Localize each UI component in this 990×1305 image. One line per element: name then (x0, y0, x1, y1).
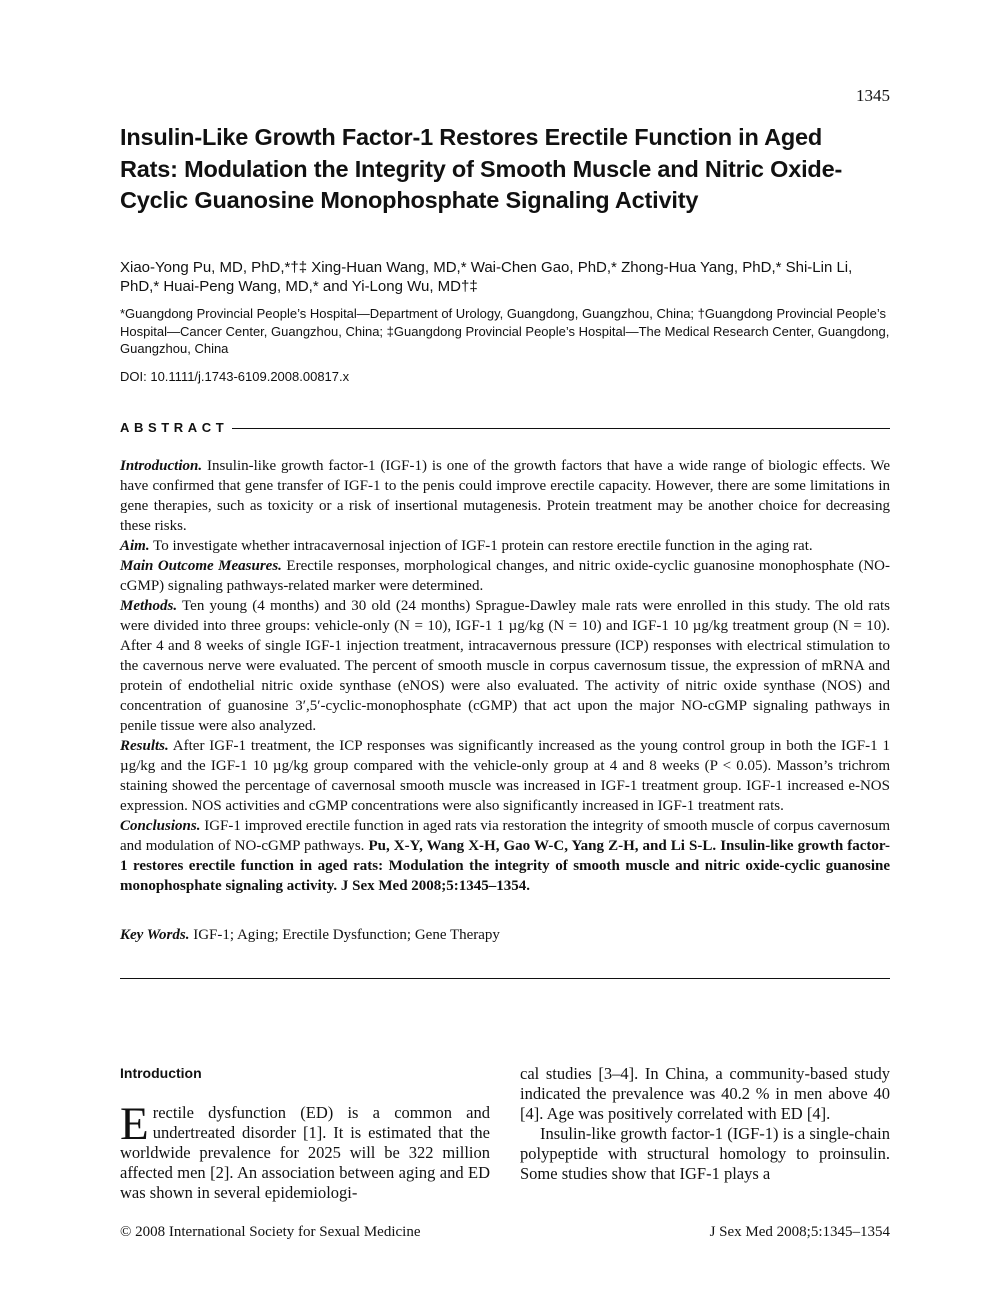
abstract-aim (120, 536, 890, 556)
abstract-conclusions (120, 816, 890, 896)
intro-text: rectile dysfunction (ED) is a common and undertreated disorder [1]. It is estimated that the worldwide prevalence for 2025 will be 322 million affected men [2]. An association between aging and ED was shown in several epidemiologi- (120, 1103, 490, 1202)
section-label: Introduction. (120, 458, 203, 474)
section-text: Ten young (4 months) and 30 old (24 months) Sprague-Dawley male rats were enrolled in this study. The old rats were divided into three groups: vehicle-only (N = 10), IGF-1 1 µg/kg (N = 10) and IGF-1 10 µg/kg treatment group (N = 10). After 4 and 8 weeks of single IGF-1 injection treatment, intracavernous pressure (ICP) responses with electrical stimulation to the cavernous nerve were evaluated. The percent of smooth muscle in corpus cavernosum tissue, the expression of mRNA and protein of endothelial nitric oxide synthase (eNOS) were also evaluated. The activity of nitric oxide synthase (NOS) and concentration of guanosine 3′,5′-cyclic-monophosphate (cGMP) that act upon the major NO-cGMP signaling pathways in penile tissue were also analyzed. (120, 598, 890, 734)
keywords-text: IGF-1; Aging; Erectile Dysfunction; Gene Therapy (189, 927, 500, 943)
abstract-methods (120, 596, 890, 736)
section-label: Conclusions. (120, 818, 201, 834)
intro-paragraph (120, 1098, 490, 1203)
doi-link[interactable]: DOI: 10.1111/j.1743-6109.2008.00817.x (120, 369, 350, 384)
footer-journal: J Sex Med 2008;5:1345–1354 (709, 1224, 890, 1240)
section-label: Methods. (120, 598, 178, 614)
left-column (120, 1098, 490, 1203)
footer-copyright: © 2008 International Society for Sexual Medicine (120, 1224, 421, 1240)
section-text: After IGF-1 treatment, the ICP responses was significantly increased as the young control group in both the IGF-1 1 µg/kg and the IGF-1 10 µg/kg group compared with the vehicle-only group at 4 and 8 weeks (P < 0.05). Masson’s trichrom staining showed the percentage of cavernosal smooth muscle was increased in IGF-1 treatment group. IGF-1 increased e-NOS expression. NOS activities and cGMP concentrations were also significantly increased in IGF-1 treatment rats. (120, 738, 890, 814)
abstract-body (120, 456, 890, 896)
abstract-end-rule (120, 978, 890, 979)
section-label: Aim. (120, 538, 150, 554)
keywords (120, 925, 500, 945)
section-text: IGF-1 improved erectile function in aged rats via restoration the integrity of smooth muscle of corpus cavernosum and modulation of NO-cGMP pathways. (120, 818, 890, 854)
abstract-introduction (120, 456, 890, 536)
section-text: Insulin-like growth factor-1 (IGF-1) is one of the growth factors that have a wide range of biologic effects. We have confirmed that gene transfer of IGF-1 to the penis could improve erectile capacity. However, there are some limitations in gene therapies, such as toxicity or a risk of insertional mutagenesis. Protein treatment may be another choice for decreasing these risks. (120, 458, 890, 534)
article-title: Insulin-Like Growth Factor-1 Restores Erectile Function in Aged Rats: Modulation the Integrity of Smooth Muscle and Nitric Oxide-Cyclic Guanosine Monophosphate Signaling Activity (120, 124, 843, 213)
keywords-label: Key Words. (120, 927, 190, 943)
abstract-main-outcome (120, 556, 890, 596)
citation: Pu, X-Y, Wang X-H, Gao W-C, Yang Z-H, and Li S-L. Insulin-like growth factor-1 restores erectile function in aged rats: Modulation the integrity of smooth muscle and nitric oxide-cyclic guanosine monophosphate signaling activity. J Sex Med 2008;5:1345–1354. (120, 838, 890, 894)
intro-paragraph-igf: Insulin-like growth factor-1 (IGF-1) is a single-chain polypeptide with structural homology to proinsulin. Some studies show that IGF-1 plays a (520, 1124, 890, 1183)
author-list: Xiao-Yong Pu, MD, PhD,*†‡ Xing-Huan Wang, MD,* Wai-Chen Gao, PhD,* Zhong-Hua Yang, PhD,* Shi-Lin Li, PhD,* Huai-Peng Wang, MD,* and Yi-Long Wu, MD†‡ (120, 259, 853, 295)
abstract-rule (232, 428, 890, 429)
abstract-results (120, 736, 890, 816)
section-text: Erectile responses, morphological changes, and nitric oxide-cyclic guanosine monophosphate (NO-cGMP) signaling pathways-related marker were determined. (120, 558, 890, 594)
abstract-header (120, 418, 890, 438)
introduction-heading: Introduction (120, 1065, 202, 1081)
section-label: Results. (120, 738, 169, 754)
affiliations: *Guangdong Provincial People’s Hospital—Department of Urology, Guangdong, Guangzhou, China; †Guangdong Provincial People’s Hospital—Cancer Center, Guangzhou, China; ‡Guangdong Provincial People’s Hospital—The Medical Research Center, Guangdong, Guangzhou, China (120, 306, 890, 356)
section-label: Main Outcome Measures. (120, 558, 282, 574)
right-column (520, 1064, 890, 1184)
section-text: To investigate whether intracavernosal injection of IGF-1 protein can restore erectile function in the aging rat. (149, 538, 813, 554)
drop-cap: E (120, 1098, 149, 1150)
page-number: 1345 (856, 86, 890, 105)
abstract-label: ABSTRACT (120, 420, 229, 435)
intro-paragraph-continued: cal studies [3–4]. In China, a community-based study indicated the prevalence was 40.2 % in men above 40 [4]. Age was positively correlated with ED [4]. (520, 1064, 890, 1123)
